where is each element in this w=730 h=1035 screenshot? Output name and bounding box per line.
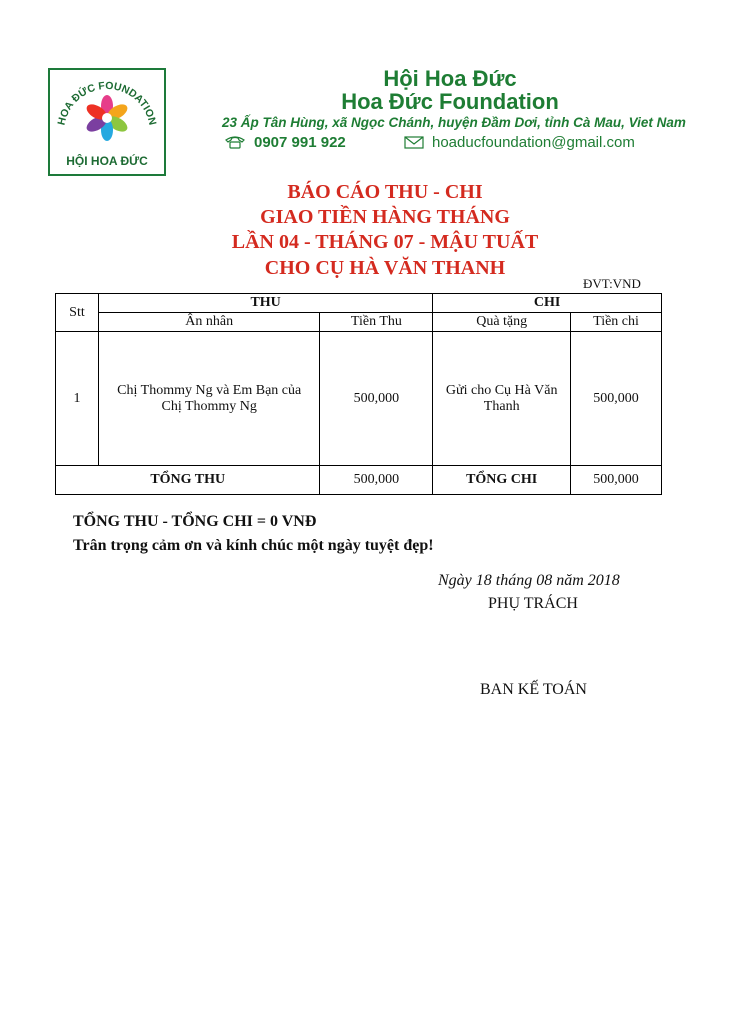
foundation-logo [48, 68, 166, 176]
report-date: Ngày 18 tháng 08 năm 2018 [438, 572, 620, 589]
stt-header: Stt [56, 294, 99, 332]
report-title-line-3: LẦN 04 - THÁNG 07 - MẬU TUẤT [231, 231, 539, 253]
row-stt: 1 [56, 332, 99, 466]
email-contact [404, 134, 635, 151]
row-gift: Gửi cho Cụ Hà Văn Thanh [433, 332, 571, 466]
email-address: hoaducfoundation@gmail.com [432, 134, 635, 151]
total-thu-label: TỔNG THU [56, 466, 320, 495]
column-header-expense: Tiền chi [571, 313, 662, 332]
phone-icon [224, 135, 246, 149]
table-group-header-row [56, 294, 662, 313]
phone-number: 0907 991 922 [254, 134, 346, 151]
logo-arc-text: HOA ĐỨC FOUNDATION [55, 79, 159, 127]
column-header-donor: Ân nhân [98, 313, 320, 332]
balance-summary: TỔNG THU - TỔNG CHI = 0 VNĐ [73, 513, 317, 530]
org-name-en: Hoa Đức Foundation [341, 89, 559, 114]
income-expense-table [55, 293, 662, 495]
chi-header: CHI [433, 294, 662, 313]
logo-bottom-text: HỘI HOA ĐỨC [66, 154, 148, 168]
table-row [56, 332, 662, 466]
mail-icon [404, 136, 424, 149]
total-chi-label: TỔNG CHI [433, 466, 571, 495]
signature-department: BAN KẾ TOÁN [480, 681, 587, 698]
phone-contact [224, 134, 346, 151]
thanks-note: Trân trọng cảm ơn và kính chúc một ngày tuyệt đẹp! [73, 537, 434, 554]
column-header-income: Tiền Thu [320, 313, 433, 332]
row-donor: Chị Thommy Ng và Em Bạn của Chị Thommy Ng [98, 332, 320, 466]
currency-unit: ĐVT:VND [583, 276, 641, 291]
row-expense: 500,000 [571, 332, 662, 466]
row-income: 500,000 [320, 332, 433, 466]
org-name-vi: Hội Hoa Đức [383, 66, 517, 91]
report-title-line-1: BÁO CÁO THU - CHI [287, 181, 483, 203]
total-thu-value: 500,000 [320, 466, 433, 495]
report-title-line-4: CHO CỤ HÀ VĂN THANH [264, 257, 506, 279]
column-header-gift: Quà tặng [433, 313, 571, 332]
total-chi-value: 500,000 [571, 466, 662, 495]
org-address: 23 Ấp Tân Hùng, xã Ngọc Chánh, huyện Đầm Dơi, tỉnh Cà Mau, Viet Nam [222, 115, 686, 130]
table-total-row [56, 466, 662, 495]
signature-role: PHỤ TRÁCH [488, 595, 578, 612]
thu-header: THU [98, 294, 432, 313]
report-title-line-2: GIAO TIỀN HÀNG THÁNG [260, 206, 510, 228]
table-column-header-row [56, 313, 662, 332]
